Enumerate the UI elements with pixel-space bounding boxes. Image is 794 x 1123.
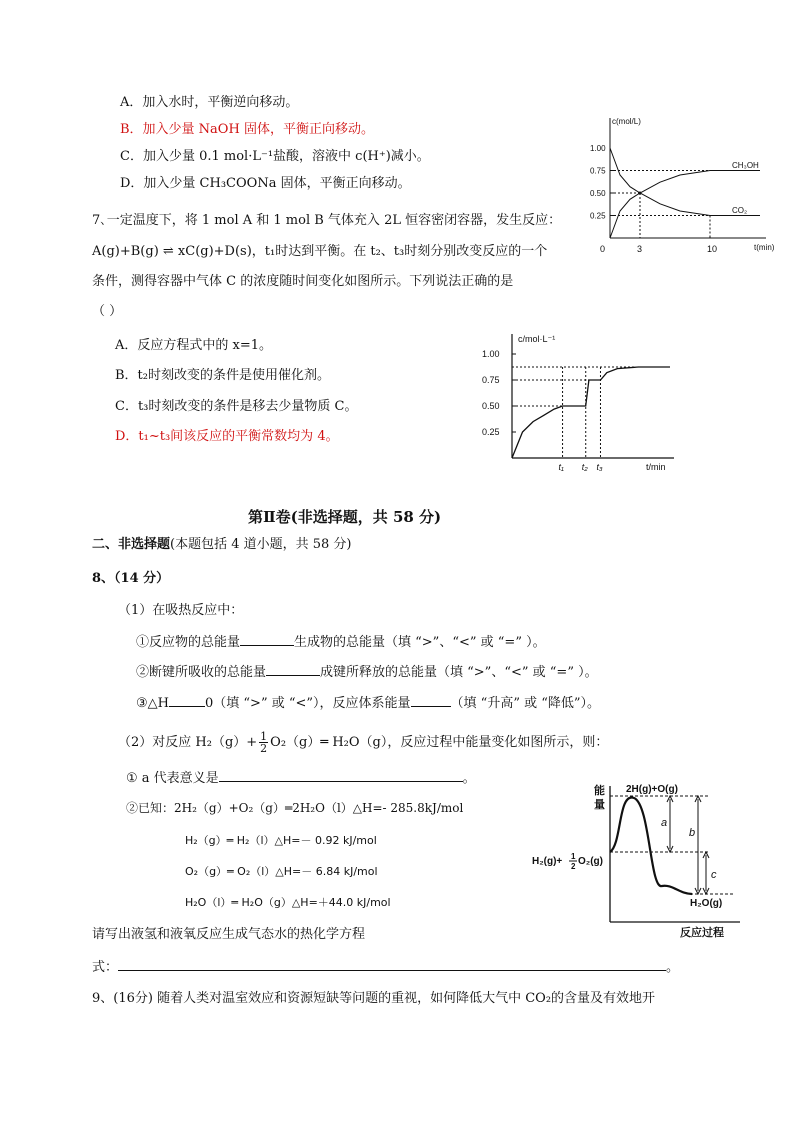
y-axis-label-2: 量 [594,799,605,811]
q8-part1-item1: ①反应物的总能量 生成物的总能量（填 “>”、“<” 或 “=” ）。 [136,632,546,652]
q8-label: 8、（14 分） [92,571,170,586]
q8-equation-2: O₂（g）═ O₂（l）△H=－ 6.84 kJ/mol [185,865,378,878]
fraction-half: $\frac{1}{2}$ [260,730,268,755]
y-axis-label-1: 能 [594,785,605,797]
y-tick-label: 0.50 [590,189,606,198]
answer-blank[interactable] [169,693,205,707]
series-ch3oh-label: CH₃OH [732,160,759,170]
x-axis-label: 反应过程 [680,927,724,939]
x-tick-label: t₂ [581,462,588,472]
x-tick-label: t₃ [596,462,603,472]
q8-ask: 请写出液氢和液氧反应生成气态水的热化学方程 [92,927,366,942]
q7-stem-line1: 7､一定温度下，将 1 mol A 和 1 mol B 气体充入 2L 恒容密闭容器，发生反应： [92,213,562,228]
graph-background [478,330,680,478]
mid-level-label-a: H₂(g)+ [532,856,563,867]
q7-option-d: D．t₁~t₃间该反应的平衡常数均为 4。 [115,429,339,444]
y-tick-label: 0.50 [482,401,500,411]
q8-part1-title: （1）在吸热反应中： [118,603,244,618]
y-axis-label: c/mol·L⁻¹ [518,334,556,344]
series-co2-label: CO₂ [732,205,748,215]
section-2-title: 第Ⅱ卷(非选择题，共 58 分) [248,508,442,526]
y-tick-label: 0.25 [482,427,500,437]
answer-blank[interactable] [219,768,463,782]
graph-energy-diagram [530,780,746,940]
answer-blank[interactable] [266,662,320,676]
answer-blank[interactable] [118,957,666,971]
q8-part2-item1: ① a 代表意义是 。 [126,768,476,788]
q7-option-a: A．反应方程式中的 x=1。 [115,338,273,353]
q6-option-a: A．加入水时，平衡逆向移动。 [120,95,299,110]
bottom-level-label: H₂O(g) [690,898,723,909]
y-tick-label: 0.75 [590,166,606,176]
answer-blank[interactable] [411,693,451,707]
x-axis-label: t(min) [754,243,774,252]
y-tick-label: 1.00 [590,144,606,153]
y-tick-label: 0.75 [482,375,500,385]
energy-curve [610,798,692,894]
q6-option-b: B．加入少量 NaOH 固体，平衡正向移动。 [120,122,374,137]
y-axis-label: c(mol/L) [612,117,641,126]
q9-stem-line1: 9、(16分) 随着人类对温室效应和资源短缺等问题的重视，如何降低大气中 CO₂的含量及有效地开 [92,991,656,1006]
q7-option-c: C．t₃时刻改变的条件是移去少量物质 C。 [115,399,358,414]
x-tick-label: 3 [637,244,643,254]
mid-level-frac-num: 1 [571,852,576,861]
q8-ask-line2: 式： 。 [92,957,679,977]
top-level-label: 2H(g)+O(g) [626,784,678,795]
mid-level-label-b: O₂(g) [578,856,603,867]
q6-option-d: D．加入少量 CH₃COONa 固体，平衡正向移动。 [120,176,411,191]
section-2-heading: 二、非选择题(本题包括 4 道小题，共 58 分) [92,537,352,552]
q8-equation-3: H₂O（l）═ H₂O（g）△H=＋44.0 kJ/mol [185,896,391,909]
arrow-c-label: c [711,869,717,881]
graph-concentration-c [478,330,680,478]
q7-answer-paren: （ ） [92,304,123,319]
graph-concentration-ch3oh-co2 [588,110,774,262]
series-ch3oh-line [610,171,760,239]
q7-stem-line2: A(g)+B(g) ⇌ xC(g)+D(s)，t₁时达到平衡。在 t₂、t₃时刻分别改变反应的一个 [92,244,548,259]
q6-option-c: C．加入少量 0.1 mol·L⁻¹盐酸，溶液中 c(H⁺)减小。 [120,149,430,164]
x-tick-label: 10 [707,244,718,254]
y-tick-label: 0.25 [590,211,606,221]
answer-blank[interactable] [240,632,294,646]
q8-part1-item2: ②断键所吸收的总能量 成键所释放的总能量（填 “>”、“<” 或 “=” ）。 [136,662,598,682]
q7-option-b: B．t₂时刻改变的条件是使用催化剂。 [115,368,330,383]
arrow-a-label: a [661,817,668,829]
q8-part1-item3: ③△H 0（填 “>” 或 “<”），反应体系能量 （填 “升高” 或 “降低”）。 [136,693,600,713]
arrow-b-label: b [689,827,696,839]
x-tick-label: 0 [600,244,606,254]
x-tick-label: t₁ [558,462,564,472]
q8-part2-item2: ②已知：2H₂（g）+O₂（g）═2H₂O（l）△H=- 285.8kJ/mol [126,801,464,815]
x-axis-label: t/min [646,462,666,472]
intersection-point [639,192,642,195]
q8-equation-1: H₂（g）═ H₂（l）△H=－ 0.92 kJ/mol [185,834,377,847]
mid-level-frac-den: 2 [571,862,576,871]
q8-part2-title: （2）对反应 H₂（g）+ $\frac{1}{2}$ O₂（g）═ H₂O（g），反应过程中能量变化如图所示，则： [118,730,609,755]
q7-stem-line3: 条件，测得容器中气体 C 的浓度随时间变化如图所示。下列说法正确的是 [92,274,514,289]
y-tick-label: 1.00 [482,349,500,359]
